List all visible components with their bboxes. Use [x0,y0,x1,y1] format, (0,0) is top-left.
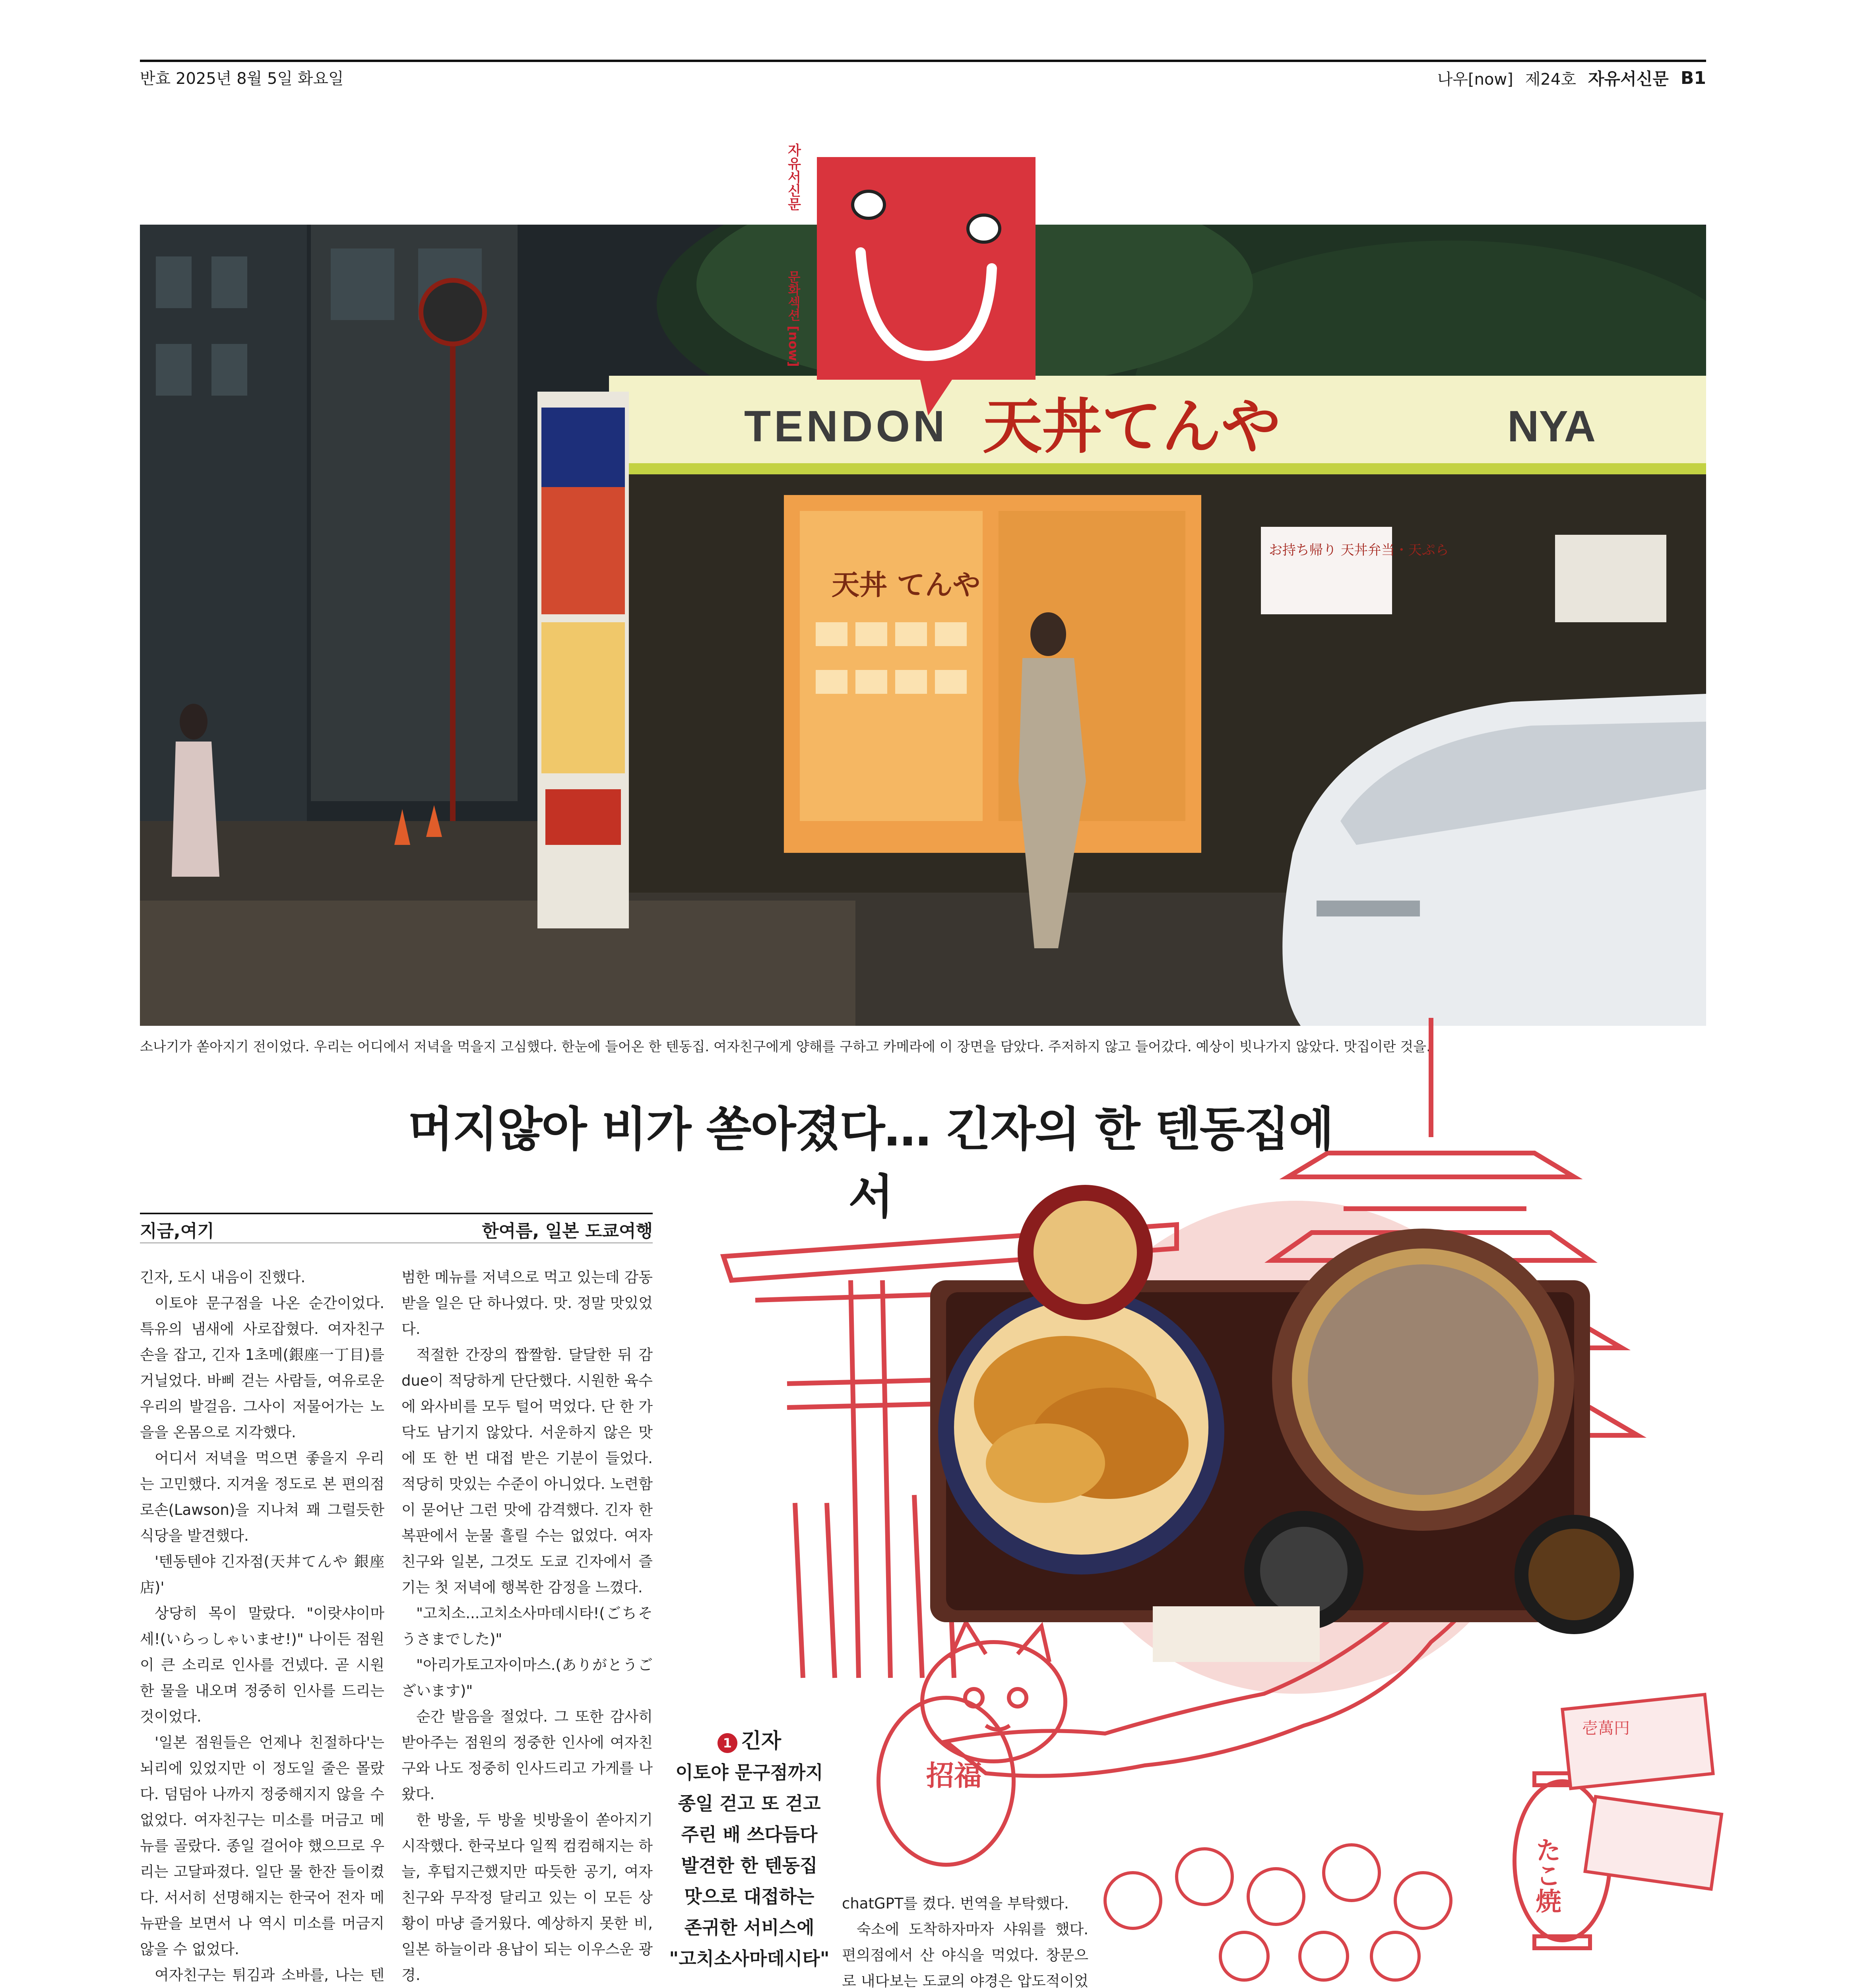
masthead: 자유서신문 [1588,69,1669,89]
pull-quote-line: "고치소사마데시타" [669,1948,830,1969]
paragraph: 어디서 저녁을 먹으면 좋을지 우리는 고민했다. 지겨울 정도로 본 편의점 로손(Lawson)을 지나쳐 꽤 그럴듯한 식당을 발견했다. [140,1450,384,1544]
tendon-sign-text: TENDON [744,402,948,451]
article-headline: 머지않아 비가 쏟아졌다… 긴자의 한 텐동집에서 [408,1102,1333,1224]
article-column-3 [842,1891,1088,1988]
column-label: 지금,여기 [140,1221,214,1241]
pull-quote [656,1726,843,1974]
paragraph: 순간 발음을 절었다. 그 또한 감사히 받아주는 점원의 정중한 인사에 여자친구와 나도 정중히 인사드리고 가게를 나왔다. [401,1708,653,1803]
section-name: 나우[now] [1437,70,1513,89]
paragraph: 이토야 문구점을 나온 순간이었다. 특유의 냄새에 사로잡혔다. 여자친구 손을 잡고, 긴자 1초메(銀座一丁目)를 거닐었다. 바삐 걷는 사람들, 여유로운 우리의 발걸음. 그사이 저물어가는 노을을 온몸으로 지각했다. [140,1295,384,1441]
neko-text: 招福 [926,1759,982,1792]
bill-text: 壱萬円 [1582,1719,1630,1738]
paragraph: 여자친구는 튀김과 소바를, 나는 텐 [155,1967,384,1984]
paragraph: chatGPT를 켰다. 번역을 부탁했다. [842,1895,1069,1912]
paragraph: 긴자, 도시 내음이 진했다. [140,1269,306,1286]
pull-quote-line: 이토야 문구점까지 [675,1762,823,1783]
pull-quote-line: 주린 배 쓰다듬다 [681,1824,818,1845]
paragraph: 범한 메뉴를 저녁으로 먹고 있는데 감동 받을 일은 단 하나였다. 맛. 정말 맛있었다. [401,1269,653,1338]
pull-quote-line: 맛으로 대접하는 [684,1886,814,1907]
page-header-right [1437,66,1706,90]
paragraph: 적절한 간장의 짭짤함. 달달한 뒤 감due이 적당하게 단단했다. 시원한 육수에 와사비를 모두 털어 먹었다. 단 한 가닥도 남기지 않았다. 서운하지 않은 맛에 또 한 번 대접 받은 기분이 들었다. 적당히 맛있는 수준이 아니었다. 노련함이 묻어난 그런 맛에 감격했다. 긴자 한복판에서 눈물 흘릴 수는 없었다. 여자친구와 일본, 그것도 도쿄 긴자에서 즐기는 첫 저녁에 행복한 감정을 느꼈다. [401,1346,653,1596]
now-section-logo [809,149,1043,419]
paragraph: '텐동텐야 긴자점(天丼てんや 銀座店)' [140,1553,384,1596]
paragraph: '일본 점원들은 언제나 친절하다'는 뇌리에 있었지만 이 정도일 줄은 몰랐다. 덤덤아 나까지 정중해지지 않을 수 없었다. 여자친구는 미소를 머금고 메뉴를 골랐다. 종일 걸어야 했으므로 우리는 고달파졌다. 일단 물 한잔 들이켰다. 서서히 선명해지는 한국어 전자 메뉴판을 보면서 나 역시 미소를 머금지 않을 수 없었다. [140,1734,384,1958]
paragraph: "고치소...고치소사마데시타!(ごちそうさまでした)" [401,1605,653,1648]
section-subrule [140,1242,653,1243]
takeout-sign: お持ち帰り 天丼弁当・天ぷら [1269,542,1449,558]
article-column-2 [401,1264,653,1988]
paragraph: 상당히 목이 말랐다. "이랏샤이마세!(いらっしゃいませ!)" 나이든 점원이 큰 소리로 인사를 건넸다. 곧 시원한 물을 내오며 정중히 인사를 드리는 것이었다. [140,1605,384,1725]
pull-quote-line: 존귀한 서비스에 [684,1917,814,1938]
pull-quote-title: 긴자 [741,1729,781,1753]
page-number: B1 [1680,68,1706,88]
top-rule [140,60,1706,62]
pull-quote-number: 1 [718,1733,737,1753]
maneki-neko-icon [878,1622,1065,1865]
paragraph: 한 방울, 두 방울 빗방울이 쏟아지기 시작했다. 한국보다 일찍 컴컴해지는 하늘, 후텁지근했지만 따듯한 공기, 여자친구와 무작정 달리고 있는 이 모든 상황이 마냥 즐거웠다. 예상하지 못한 비, 일본 하늘이라 용납이 되는 이우스운 광경. [401,1811,653,1984]
tenya-sign-far: NYA [1507,402,1596,451]
paragraph: 숙소에 도착하자마자 샤워를 했다. 편의점에서 산 야식을 먹었다. 창문으로 내다보는 도쿄의 야경은 압도적이었 [842,1921,1088,1988]
pull-quote-line: 발견한 한 텐동집 [681,1855,818,1876]
article-column-1 [140,1264,384,1988]
lantern-text: たこ焼 [1531,1837,1561,1913]
issue-date: 반효 2025년 8월 5일 화요일 [140,70,344,88]
logo-vertical-section: 문화섹션 [now] [786,270,801,367]
issue-number: 제24호 [1525,70,1576,89]
svg-text:天丼 てんや: 天丼 てんや [832,568,981,601]
pull-quote-line: 종일 걷고 또 걷고 [678,1793,821,1814]
tenya-sign-text: 天丼てんや [983,392,1281,462]
flowers-icon [1105,1845,1451,1980]
column-subtitle: 한여름, 일본 도쿄여행 [482,1221,653,1241]
paragraph: "아리가토고자이마스.(ありがとうございます)" [401,1656,653,1699]
logo-vertical-brand: 자유서신문 [785,143,801,211]
photo-caption: 소나기가 쏟아지기 전이었다. 우리는 어디에서 저녁을 먹을지 고심했다. 한눈에 들어온 한 텐동집. 여자친구에게 양해를 구하고 카메라에 이 장면을 담았다. 주저하지 않고 들어갔다. 예상이 빗나가지 않았다. 맛집이란 것을. [140,1039,1431,1055]
section-rule [140,1213,653,1214]
